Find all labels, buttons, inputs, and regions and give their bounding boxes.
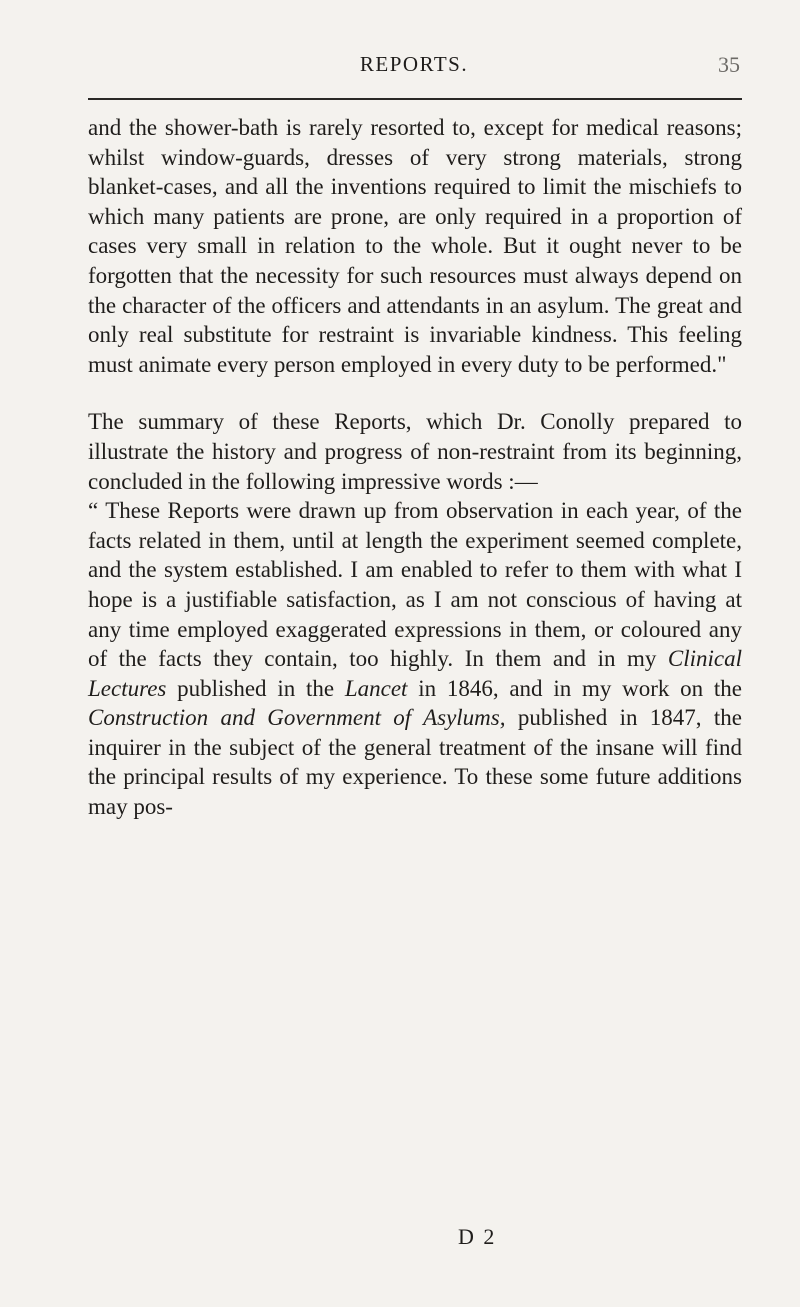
header-rule xyxy=(88,98,742,100)
body-text xyxy=(88,113,742,822)
quote-text-3: in 1846, and in my work on the xyxy=(407,675,742,701)
italic-lancet: Lancet xyxy=(344,675,408,701)
paragraph-summary: The summary of these Reports, which Dr. Conolly prepared to illustrate the history and progress of non-restraint from its beginning, concluded in the following impressive words :— xyxy=(88,409,742,494)
quoted-passage xyxy=(88,496,742,822)
quote-text-2: published in the xyxy=(166,675,345,701)
quote-text-1: “ These Reports were drawn up from observation in each year, of the facts related in them, until at length the experiment seemed complete, and the system established. I am enabled to refer to them with what I hope is a justifiable satisfaction, as I am not conscious of having at any time employed exaggerated expressions in them, or coloured any of the facts they contain, too highly. In them and in my xyxy=(88,498,742,672)
italic-clinical-lectures: Clinical Lectures xyxy=(88,646,742,701)
quote-text-4: published in 1847, the inquirer in the subject of the general treatment of the insane will find the principal results of my experience. To these some future additions may pos- xyxy=(88,705,742,820)
paragraph-continuation: and the shower-bath is rarely resorted to, except for medical reasons; whilst window-guards, dresses of very strong materials, strong blanket-cases, and all the inventions required to limit the mischiefs to which many patients are prone, are only required in a proportion of cases very small in relation to the whole. But it ought never to be forgotten that the necessity for such resources must always depend on the character of the officers and attendants in an asylum. The great and only real substitute for restraint is invariable kindness. This feeling must animate every person employed in every duty to be performed." xyxy=(88,115,742,377)
page-number: 35 xyxy=(718,52,740,77)
running-head xyxy=(88,52,740,82)
signature-mark: D 2 xyxy=(458,1224,497,1249)
running-title: REPORTS. xyxy=(359,52,469,76)
italic-asylums-title: Construction and Government of Asylums, xyxy=(88,705,506,731)
